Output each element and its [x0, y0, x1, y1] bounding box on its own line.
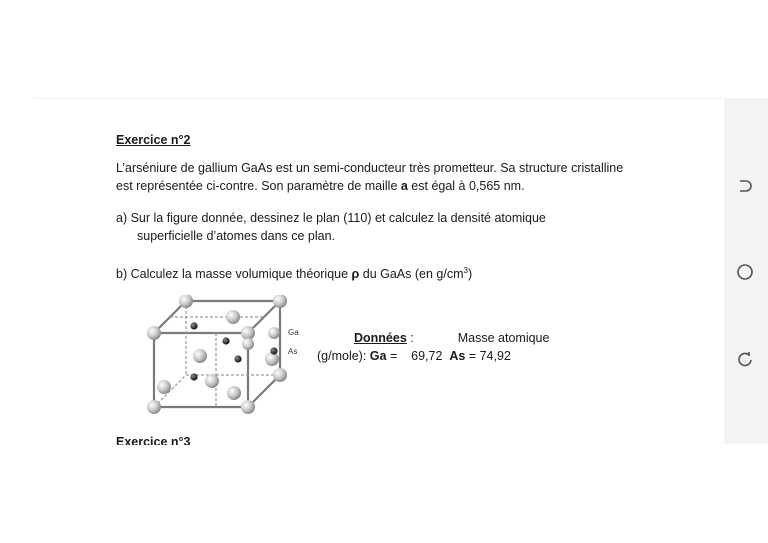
intro-paragraph	[116, 160, 656, 195]
question-a-line-1: a) Sur la figure donnée, dessinez le plan (110) et calculez la densité atomique	[116, 211, 546, 225]
density-symbol: ρ	[351, 267, 360, 282]
exponent: 3	[463, 266, 468, 275]
question-b-start: b) Calculez la masse volumique théorique	[116, 267, 352, 282]
ga-atom	[227, 386, 241, 400]
ga-atom	[241, 326, 255, 340]
as-atom	[234, 355, 241, 362]
document-page	[34, 98, 724, 445]
legend-as-label: As	[288, 347, 298, 356]
ga-atom	[205, 374, 219, 388]
question-b-end: )	[467, 267, 473, 282]
data-values-line	[317, 349, 511, 363]
home-icon	[736, 263, 754, 281]
ga-atom	[273, 368, 287, 382]
legend-ga-symbol	[268, 327, 280, 339]
intro-line-2-end: est égal à 0,565 nm.	[407, 178, 525, 193]
next-exercise-title: Exercice n°3	[116, 435, 191, 445]
lattice-parameter-symbol: a	[400, 178, 408, 193]
unit-label: (g/mole):	[317, 349, 370, 363]
intro-line-2-start: est représentée ci-contre. Son paramètre de maille	[116, 178, 401, 193]
as-value: = 74,92	[465, 349, 511, 363]
as-atom	[222, 337, 229, 344]
recent-icon	[736, 350, 754, 368]
data-colon: :	[406, 331, 414, 345]
as-atom	[190, 373, 197, 380]
question-b	[116, 262, 656, 284]
question-a-line-2: superficielle d’atomes dans ce plan.	[137, 228, 336, 243]
ga-atom	[157, 380, 171, 394]
atomic-mass-label: Masse atomique	[457, 331, 550, 345]
ga-label: Ga	[369, 349, 387, 363]
data-heading-line	[354, 331, 549, 345]
recent-apps-button[interactable]	[735, 349, 755, 369]
ga-atom	[193, 349, 207, 363]
back-icon	[736, 177, 754, 195]
ga-atom	[265, 352, 279, 366]
ga-value: = 69,72	[386, 349, 450, 363]
exercise-title: Exercice n°2	[116, 133, 191, 147]
ga-atom	[241, 400, 255, 414]
question-a	[116, 210, 616, 245]
ga-atom	[226, 310, 240, 324]
legend-as-symbol	[270, 347, 277, 354]
question-b-mid: du GaAs (en g/cm	[359, 267, 464, 282]
back-button[interactable]	[735, 176, 755, 196]
data-label: Données	[354, 331, 407, 345]
legend-ga-label: Ga	[288, 328, 299, 337]
as-atom	[190, 322, 197, 329]
intro-line-1: L’arséniure de gallium GaAs est un semi-conducteur très prometteur. Sa structure cristalline	[116, 161, 624, 175]
home-button[interactable]	[735, 262, 755, 282]
crystal-structure-figure	[130, 295, 312, 423]
ga-atom	[242, 338, 254, 350]
as-label: As	[449, 349, 466, 363]
ga-atom	[147, 400, 161, 414]
ga-atom	[147, 326, 161, 340]
